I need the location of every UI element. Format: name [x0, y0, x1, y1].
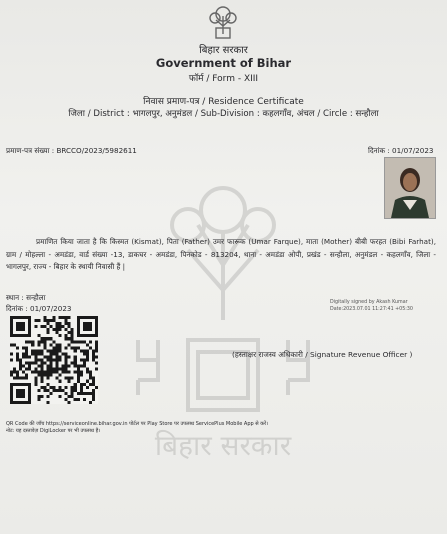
- certificate-body-text: प्रमाणित किया जाता है कि किस्मत (Kismat), पिता (Father) उमर फारूक (Umar Farque), माता (Mother) बीबी फरहत (Bibi Farhat), ग्राम / मोहल्ला - अमडंडा, वार्ड संख्या -13, डाकघर - अमडंडा, पिनकोड - 813204, थाना - अमडंडा ओपी, प्रखंड - सन्हौला, अनुमंडल - कहलगाँव, जिला - भागलपुर, राज्य - बिहार के स्थायी निवासी हैं |: [6, 237, 436, 271]
- digital-signature-date: Date:2023.07.01 11:27:41 +05:30: [330, 307, 413, 312]
- certificate-type: निवास प्रमाण-पत्र / Residence Certificate: [143, 97, 304, 107]
- certificate-date: दिनांक : 01/07/2023: [368, 146, 434, 155]
- bihar-emblem-logo: [203, 4, 243, 42]
- watermark-text: बिहार सरकार: [154, 429, 292, 462]
- footer-note-digilocker: नोट: यह दस्तावेज़ DigiLocker पर भी उपलब्ध है।: [6, 428, 101, 434]
- qr-code: [10, 316, 98, 404]
- footer-note-qr: QR Code की जाँच https://serviceonline.bihar.gov.in पोर्टल पर Play Store पर उपलब्ध ServicePlus Mobile App से करें।: [6, 421, 269, 427]
- digital-signature-name: Digitally signed by Akash Kumar: [330, 300, 408, 305]
- bihar-emblem-watermark: [118, 170, 328, 480]
- header-government: Government of Bihar: [155, 56, 292, 70]
- header-form-number: फॉर्म / Form - XIII: [188, 74, 259, 84]
- applicant-photo: [384, 157, 436, 219]
- header-hindi-title: बिहार सरकार: [199, 45, 248, 56]
- issue-date: दिनांक : 01/07/2023: [6, 304, 72, 313]
- district-line: जिला / District : भागलपुर, अनुमंडल / Sub-Division : कहलगाँव, अंचल / Circle : सन्हौला: [68, 109, 379, 119]
- certificate-number: प्रमाण-पत्र संख्या : BRCCO/2023/5982611: [6, 146, 137, 155]
- signature-label: (हस्ताक्षर राजस्व अधिकारी / Signature Revenue Officer ): [232, 350, 413, 359]
- place-label: स्थान : सन्हौला: [6, 293, 46, 302]
